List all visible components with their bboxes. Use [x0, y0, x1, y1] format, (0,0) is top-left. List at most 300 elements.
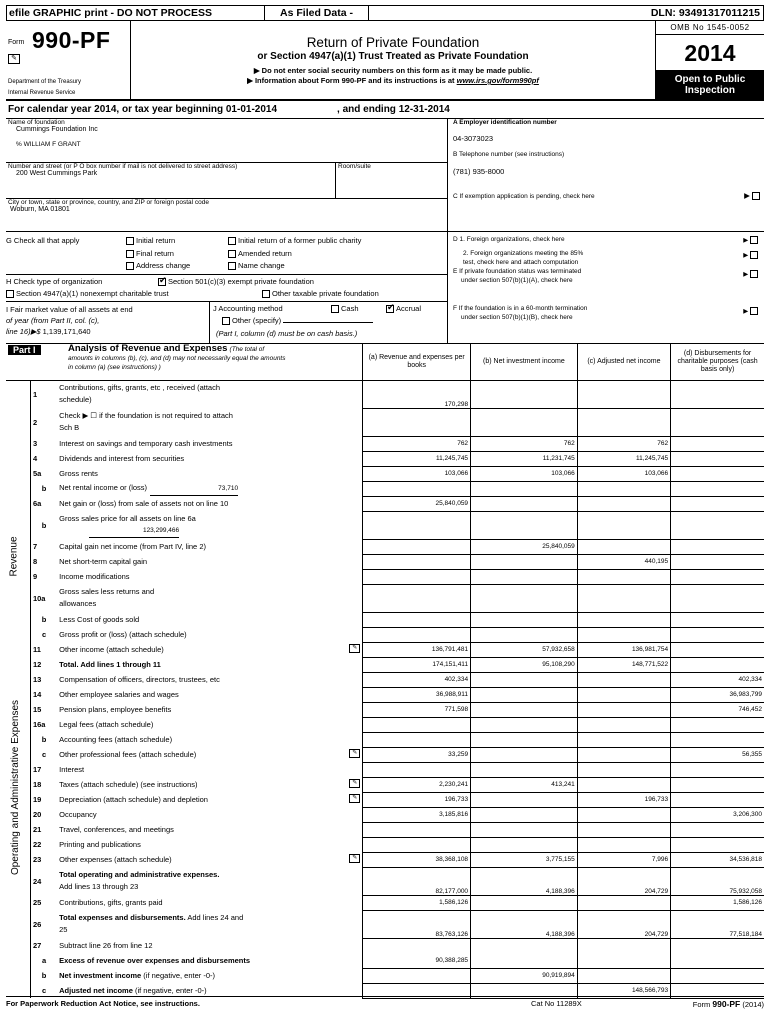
col-a-value[interactable] — [363, 627, 471, 642]
line-number: 20 — [32, 810, 42, 819]
col-d-value[interactable] — [671, 657, 764, 672]
line-label: Gross rents — [59, 468, 98, 478]
col-c-value[interactable]: 148,566,793 — [577, 983, 670, 998]
col-c-value[interactable] — [577, 584, 670, 612]
line-number: 11 — [32, 645, 41, 654]
table-row — [6, 642, 764, 657]
col-c-value[interactable]: 440,195 — [577, 554, 670, 569]
city-field[interactable]: Woburn, MA 01801 — [10, 206, 70, 213]
col-d-value[interactable]: 34,536,818 — [671, 852, 764, 867]
part-label: Part I — [8, 345, 41, 355]
col-d-value[interactable] — [671, 627, 764, 642]
table-row — [6, 408, 764, 436]
line-label: Interest on savings and temporary cash investments — [59, 438, 233, 448]
col-d-header: (d) Disbursements for charitable purposes (cash basis only) — [671, 344, 764, 380]
table-row — [6, 822, 764, 837]
part-title-note: (The total of amounts in columns (b), (c), and (d) may not necessarily equal the amounts in column (a) (see instructions) ) — [68, 346, 286, 371]
col-a-value[interactable] — [363, 837, 471, 852]
line-label: Other expenses (attach schedule) ✎ — [57, 852, 363, 867]
col-a-value[interactable] — [363, 717, 471, 732]
phone-field[interactable]: (781) 935-8000 — [453, 167, 505, 176]
col-c-value[interactable] — [577, 968, 670, 983]
table-row — [6, 627, 764, 642]
col-b-value[interactable] — [471, 938, 578, 953]
tax-year: 2014 — [656, 35, 764, 71]
attachment-icon[interactable]: ✎ — [349, 794, 360, 803]
table-row — [6, 777, 764, 792]
col-b-value[interactable] — [471, 612, 578, 627]
fmv-value[interactable]: 1,139,171,640 — [42, 327, 91, 336]
col-c-value[interactable] — [577, 539, 670, 554]
col-c-value[interactable]: 196,733 — [577, 792, 670, 807]
col-d-value[interactable] — [671, 554, 764, 569]
col-d-value[interactable]: 3,206,300 — [671, 807, 764, 822]
col-b-value[interactable] — [471, 569, 578, 584]
col-d-value[interactable] — [671, 380, 764, 408]
amended-return-checkbox[interactable]: Amended return — [228, 249, 292, 258]
col-c-value[interactable] — [577, 496, 670, 511]
col-a-value[interactable] — [363, 569, 471, 584]
table-row — [6, 687, 764, 702]
calendar-year-line: For calendar year 2014, or tax year beginning 01-01-2014 , and ending 12-31-2014 — [6, 101, 764, 119]
col-a-value[interactable]: 33,259 — [363, 747, 471, 762]
table-row — [6, 968, 764, 983]
col-a-value[interactable]: 82,177,000 — [363, 867, 471, 895]
col-a-value[interactable]: 83,763,126 — [363, 910, 471, 938]
foreign-org-checkbox[interactable]: ▶ — [743, 236, 760, 244]
col-b-value[interactable] — [471, 837, 578, 852]
col-c-value[interactable] — [577, 777, 670, 792]
table-row — [6, 481, 764, 496]
col-a-value[interactable] — [363, 612, 471, 627]
org-info: Name of foundation Cummings Foundation Inc % WILLIAM F GRANT Number and street (or P O box number if mail is not delivered to street address) 200 West Cummings Park Room/suite City or town, state or province, country, and ZIP or foreign postal code Woburn, MA 01801 A Employer identification number 04-3073023 B Telephone number (see instructions) (781) 935-8000 C If exemption application is pending, check here ▶ — [6, 119, 764, 232]
col-a-value[interactable]: 38,368,108 — [363, 852, 471, 867]
col-a-value[interactable]: 196,733 — [363, 792, 471, 807]
table-row — [6, 938, 764, 953]
line-number: 18 — [32, 780, 42, 789]
col-b-value[interactable]: 762 — [471, 436, 578, 451]
col-d-value[interactable]: 75,932,058 — [671, 867, 764, 895]
table-row — [6, 672, 764, 687]
line-label: Depreciation (attach schedule) and depletion ✎ — [57, 792, 363, 807]
table-row — [6, 466, 764, 481]
line-label: Legal fees (attach schedule) — [59, 719, 154, 729]
col-b-value[interactable] — [471, 672, 578, 687]
attachment-icon[interactable]: ✎ — [8, 54, 20, 64]
accrual-checkbox[interactable]: ✔ Accrual — [386, 304, 421, 313]
line-number: 7 — [32, 542, 38, 551]
table-row — [6, 584, 764, 612]
line-number: 12 — [32, 660, 42, 669]
part-i-table — [6, 344, 764, 999]
line-label: Other professional fees (attach schedule) ✎ — [57, 747, 363, 762]
col-b-value[interactable]: 11,231,745 — [471, 451, 578, 466]
col-b-value[interactable]: 413,241 — [471, 777, 578, 792]
dln-label: DLN: 93491317011215 — [650, 7, 760, 19]
line-label: Gross profit or (loss) (attach schedule) — [59, 629, 187, 639]
col-c-value[interactable] — [577, 762, 670, 777]
col-b-value[interactable] — [471, 747, 578, 762]
line-label: Income modifications — [59, 571, 130, 581]
col-b-value[interactable] — [471, 627, 578, 642]
col-b-value[interactable]: 25,840,059 — [471, 539, 578, 554]
col-d-value[interactable]: 77,518,184 — [671, 910, 764, 938]
col-d-value[interactable] — [671, 569, 764, 584]
col-b-value[interactable] — [471, 762, 578, 777]
line-number: a — [41, 956, 47, 965]
col-b-value[interactable]: 3,775,155 — [471, 852, 578, 867]
line-number: b — [41, 971, 47, 980]
line-label: Occupancy — [59, 809, 97, 819]
col-c-value[interactable]: 7,996 — [577, 852, 670, 867]
name-change-checkbox[interactable]: Name change — [228, 261, 285, 270]
col-d-value[interactable] — [671, 408, 764, 436]
line-number: 1 — [32, 389, 38, 399]
line-number: 24 — [32, 876, 42, 886]
table-row — [6, 762, 764, 777]
col-d-value[interactable] — [671, 938, 764, 953]
line-number: 22 — [32, 840, 42, 849]
col-d-value[interactable] — [671, 612, 764, 627]
col-d-value[interactable] — [671, 792, 764, 807]
line-label: Pension plans, employee benefits — [59, 704, 172, 714]
line-number: c — [41, 986, 47, 995]
col-b-value[interactable] — [471, 702, 578, 717]
col-c-value[interactable]: 11,245,745 — [577, 451, 670, 466]
filed-label: As Filed Data - — [265, 6, 369, 20]
table-row — [6, 867, 764, 895]
exemption-pending-checkbox[interactable]: ▶ — [744, 191, 762, 200]
col-d-value[interactable]: 402,334 — [671, 672, 764, 687]
col-d-value[interactable] — [671, 642, 764, 657]
col-a-value[interactable] — [363, 539, 471, 554]
line-number: b — [41, 484, 47, 493]
col-c-value[interactable] — [577, 953, 670, 968]
line-number: 17 — [32, 765, 42, 774]
col-c-value[interactable]: 204,729 — [577, 867, 670, 895]
col-d-value[interactable] — [671, 837, 764, 852]
table-row — [6, 732, 764, 747]
line-label: Other employee salaries and wages — [59, 689, 179, 699]
table-row — [6, 852, 764, 867]
paperwork-notice: For Paperwork Reduction Act Notice, see instructions. — [6, 999, 200, 1008]
col-a-value[interactable]: 90,388,285 — [363, 953, 471, 968]
col-a-value[interactable] — [363, 732, 471, 747]
street-address[interactable]: 200 West Cummings Park — [16, 170, 98, 177]
table-row — [6, 657, 764, 672]
table-row — [6, 717, 764, 732]
line-number: 15 — [32, 705, 42, 714]
form-title: Return of Private Foundation — [306, 35, 480, 50]
col-c-value[interactable]: 204,729 — [577, 910, 670, 938]
col-b-value[interactable]: 4,188,396 — [471, 867, 578, 895]
line-label: Contributions, gifts, grants paid — [59, 897, 163, 907]
line-number: 23 — [32, 855, 42, 864]
line-label: Total expenses and disbursements. Add lines 24 and 25 — [59, 913, 244, 934]
col-c-header: (c) Adjusted net income — [577, 344, 670, 380]
line-number: 3 — [32, 439, 38, 448]
col-d-value[interactable] — [671, 822, 764, 837]
col-c-value[interactable]: 762 — [577, 436, 670, 451]
col-a-value[interactable] — [363, 511, 471, 539]
col-c-value[interactable] — [577, 408, 670, 436]
final-return-checkbox[interactable]: Final return — [126, 249, 174, 258]
col-c-value[interactable] — [577, 822, 670, 837]
col-c-value[interactable] — [577, 702, 670, 717]
line-number: 5a — [32, 469, 42, 478]
col-d-value[interactable] — [671, 968, 764, 983]
col-a-header: (a) Revenue and expenses per books — [363, 344, 471, 380]
line-label: Excess of revenue over expenses and disbursements — [59, 955, 251, 965]
table-row — [6, 554, 764, 569]
col-d-value[interactable] — [671, 732, 764, 747]
line-number: 13 — [32, 675, 42, 684]
line-label: Dividends and interest from securities — [59, 453, 185, 463]
table-row — [6, 837, 764, 852]
open-to-public-badge: Open to Public Inspection — [656, 71, 764, 99]
col-a-value[interactable] — [363, 822, 471, 837]
line-number: 4 — [32, 454, 38, 463]
efile-label: efile GRAPHIC print - DO NOT PROCESS — [7, 6, 265, 20]
col-a-value[interactable]: 36,988,911 — [363, 687, 471, 702]
line-number: 27 — [32, 941, 42, 950]
table-row — [6, 895, 764, 910]
col-d-value[interactable] — [671, 496, 764, 511]
col-d-value[interactable] — [671, 539, 764, 554]
col-c-value[interactable] — [577, 895, 670, 910]
line-label: Subtract line 26 from line 12 — [59, 940, 153, 950]
col-b-header: (b) Net investment income — [471, 344, 578, 380]
section-501c3-checkbox[interactable]: ✔ Section 501(c)(3) exempt private foundation — [158, 277, 314, 286]
col-c-value[interactable] — [577, 612, 670, 627]
col-c-value[interactable] — [577, 717, 670, 732]
page-footer — [6, 996, 764, 1009]
col-d-value[interactable] — [671, 436, 764, 451]
col-a-value[interactable] — [363, 968, 471, 983]
table-row — [6, 511, 764, 539]
col-a-value[interactable] — [363, 481, 471, 496]
table-row — [6, 792, 764, 807]
col-b-value[interactable]: 103,066 — [471, 466, 578, 481]
line-label: Check ▶ ☐ if the foundation is not required to attach Sch B — [59, 411, 233, 432]
line-number: 6a — [32, 499, 42, 508]
omb-number: OMB No 1545-0052 — [656, 21, 764, 35]
table-row — [6, 807, 764, 822]
catalog-number: Cat No 11289X — [530, 999, 582, 1008]
col-b-value[interactable] — [471, 717, 578, 732]
col-b-value[interactable]: 90,919,894 — [471, 968, 578, 983]
col-c-value[interactable]: 103,066 — [577, 466, 670, 481]
col-d-value[interactable] — [671, 451, 764, 466]
col-c-value[interactable]: 148,771,522 — [577, 657, 670, 672]
status-terminated-checkbox[interactable]: ▶ — [743, 270, 760, 278]
line-label: Net gain or (loss) from sale of assets not on line 10 — [59, 498, 229, 508]
line-label: Interest — [59, 764, 85, 774]
table-row — [6, 910, 764, 938]
col-c-value[interactable] — [577, 938, 670, 953]
ein-field[interactable]: 04-3073023 — [453, 134, 494, 143]
line-label: Total. Add lines 1 through 11 — [59, 659, 161, 669]
col-c-value[interactable] — [577, 627, 670, 642]
col-d-value[interactable]: 56,355 — [671, 747, 764, 762]
table-row — [6, 702, 764, 717]
col-d-value[interactable]: 1,586,126 — [671, 895, 764, 910]
col-a-value[interactable] — [363, 762, 471, 777]
col-b-value[interactable] — [471, 732, 578, 747]
col-c-value[interactable] — [577, 687, 670, 702]
table-row — [6, 496, 764, 511]
col-b-value[interactable]: 57,932,658 — [471, 642, 578, 657]
col-b-value[interactable] — [471, 953, 578, 968]
top-banner — [6, 5, 764, 21]
col-a-value[interactable]: 762 — [363, 436, 471, 451]
department: Department of the Treasury Internal Revenue Service — [8, 79, 82, 96]
col-a-value[interactable]: 174,151,411 — [363, 657, 471, 672]
col-b-value[interactable] — [471, 584, 578, 612]
line-label: Gross sales price for all assets on line 6a 123,299,466 — [57, 511, 363, 539]
col-c-value[interactable] — [577, 747, 670, 762]
col-b-value[interactable] — [471, 481, 578, 496]
col-a-value[interactable] — [363, 584, 471, 612]
foundation-name[interactable]: Cummings Foundation Inc — [16, 126, 98, 133]
col-c-value[interactable] — [577, 837, 670, 852]
col-c-value[interactable] — [577, 511, 670, 539]
revenue-side-label: Revenue — [6, 380, 30, 672]
line-label: Adjusted net income (if negative, enter -0-) — [59, 985, 207, 995]
form-subtitle: or Section 4947(a)(1) Trust Treated as Private Foundation — [257, 51, 529, 62]
info-note: ▶ Information about Form 990-PF and its instructions is at www.irs.gov/form990pf — [247, 76, 539, 85]
col-b-value[interactable] — [471, 792, 578, 807]
line-label: Net short-term capital gain — [59, 556, 148, 566]
col-a-value[interactable] — [363, 938, 471, 953]
col-b-value[interactable] — [471, 822, 578, 837]
line-number: 25 — [32, 898, 42, 907]
col-a-value[interactable]: 2,230,241 — [363, 777, 471, 792]
col-b-value[interactable] — [471, 408, 578, 436]
ssn-note: ▶ Do not enter social security numbers on this form as it may be made public. — [253, 66, 533, 75]
termination-60-month-checkbox[interactable]: ▶ — [743, 307, 760, 315]
col-a-value[interactable]: 11,245,745 — [363, 451, 471, 466]
other-method-checkbox[interactable]: Other (specify) — [222, 316, 373, 325]
col-a-value[interactable] — [363, 408, 471, 436]
col-b-value[interactable]: 95,108,290 — [471, 657, 578, 672]
col-d-value[interactable]: 746,452 — [671, 702, 764, 717]
table-row — [6, 539, 764, 554]
line-number: 10a — [32, 593, 46, 603]
col-b-value[interactable] — [471, 496, 578, 511]
foreign-85-checkbox[interactable]: ▶ — [743, 251, 760, 259]
col-b-value[interactable] — [471, 807, 578, 822]
cash-checkbox[interactable]: Cash — [331, 304, 359, 313]
col-a-value[interactable] — [363, 554, 471, 569]
line-number: 2 — [32, 417, 38, 427]
line-label: Net investment income (if negative, enter -0-) — [59, 970, 215, 980]
col-d-value[interactable] — [671, 953, 764, 968]
expenses-side-label: Operating and Administrative Expenses — [6, 672, 30, 895]
initial-return-checkbox[interactable]: Initial return — [126, 236, 175, 245]
table-row — [6, 569, 764, 584]
line-label: Contributions, gifts, grants, etc , received (attach schedule) — [59, 383, 221, 405]
care-of[interactable]: % WILLIAM F GRANT — [16, 141, 81, 148]
irs-link[interactable]: www.irs.gov/form990pf — [456, 76, 539, 85]
col-a-value[interactable]: 103,066 — [363, 466, 471, 481]
table-row — [6, 380, 764, 408]
col-b-value[interactable] — [471, 687, 578, 702]
line-label: Travel, conferences, and meetings — [59, 824, 174, 834]
col-a-value[interactable]: 1,586,126 — [363, 895, 471, 910]
col-c-value[interactable] — [577, 569, 670, 584]
col-b-value[interactable] — [471, 380, 578, 408]
line-label: Taxes (attach schedule) (see instructions) ✎ — [57, 777, 363, 792]
col-d-value[interactable] — [671, 777, 764, 792]
col-d-value[interactable]: 36,983,799 — [671, 687, 764, 702]
col-d-value[interactable] — [671, 584, 764, 612]
col-d-value[interactable] — [671, 717, 764, 732]
col-b-value[interactable] — [471, 895, 578, 910]
col-b-value[interactable] — [471, 511, 578, 539]
line-number: 19 — [32, 795, 42, 804]
col-c-value[interactable] — [577, 807, 670, 822]
col-a-value[interactable]: 25,840,059 — [363, 496, 471, 511]
col-b-value[interactable]: 4,188,396 — [471, 910, 578, 938]
line-label: Net rental income or (loss) 73,710 — [57, 481, 363, 496]
col-c-value[interactable] — [577, 481, 670, 496]
line-label: Other income (attach schedule) ✎ — [57, 642, 363, 657]
other-taxable-checkbox[interactable]: Other taxable private foundation — [262, 289, 379, 298]
table-row — [6, 953, 764, 968]
attachment-icon[interactable]: ✎ — [349, 644, 360, 653]
line-label: Accounting fees (attach schedule) — [59, 734, 173, 744]
col-d-value[interactable] — [671, 762, 764, 777]
form-label: Form — [8, 39, 25, 46]
col-c-value[interactable] — [577, 380, 670, 408]
table-row — [6, 451, 764, 466]
initial-former-checkbox[interactable]: Initial return of a former public charity — [228, 236, 361, 245]
line-number: 8 — [32, 557, 38, 566]
line-label: Total operating and administrative expenses. Add lines 13 through 23 — [59, 870, 220, 891]
line-label: Gross sales less returns and allowances — [59, 587, 155, 608]
line-label: Less Cost of goods sold — [59, 614, 140, 624]
col-a-value[interactable]: 170,298 — [363, 380, 471, 408]
col-c-value[interactable] — [577, 672, 670, 687]
col-a-value[interactable]: 136,791,481 — [363, 642, 471, 657]
form-header — [6, 21, 764, 101]
table-row — [6, 747, 764, 762]
table-row — [6, 612, 764, 627]
attachment-icon[interactable]: ✎ — [349, 779, 360, 788]
line-number: 21 — [32, 825, 42, 834]
col-c-value[interactable]: 136,981,754 — [577, 642, 670, 657]
table-row — [6, 436, 764, 451]
line-number: 14 — [32, 690, 42, 699]
col-a-value[interactable]: 3,185,816 — [363, 807, 471, 822]
attachment-icon[interactable]: ✎ — [349, 749, 360, 758]
col-b-value[interactable] — [471, 554, 578, 569]
fair-market-value: I Fair market value of all assets at end of year (from Part II, col. (c), line 16)▶$ 1,139,171,640 — [6, 305, 133, 336]
section-4947-checkbox[interactable]: Section 4947(a)(1) nonexempt charitable trust — [6, 289, 169, 298]
col-d-value[interactable] — [671, 511, 764, 539]
address-change-checkbox[interactable]: Address change — [126, 261, 190, 270]
col-d-value[interactable] — [671, 481, 764, 496]
col-a-value[interactable]: 771,598 — [363, 702, 471, 717]
attachment-icon[interactable]: ✎ — [349, 854, 360, 863]
col-c-value[interactable] — [577, 732, 670, 747]
line-number: b — [41, 615, 47, 624]
line-label: Capital gain net income (from Part IV, line 2) — [59, 541, 206, 551]
line-number: 16a — [32, 720, 46, 729]
col-a-value[interactable]: 402,334 — [363, 672, 471, 687]
col-d-value[interactable] — [671, 466, 764, 481]
